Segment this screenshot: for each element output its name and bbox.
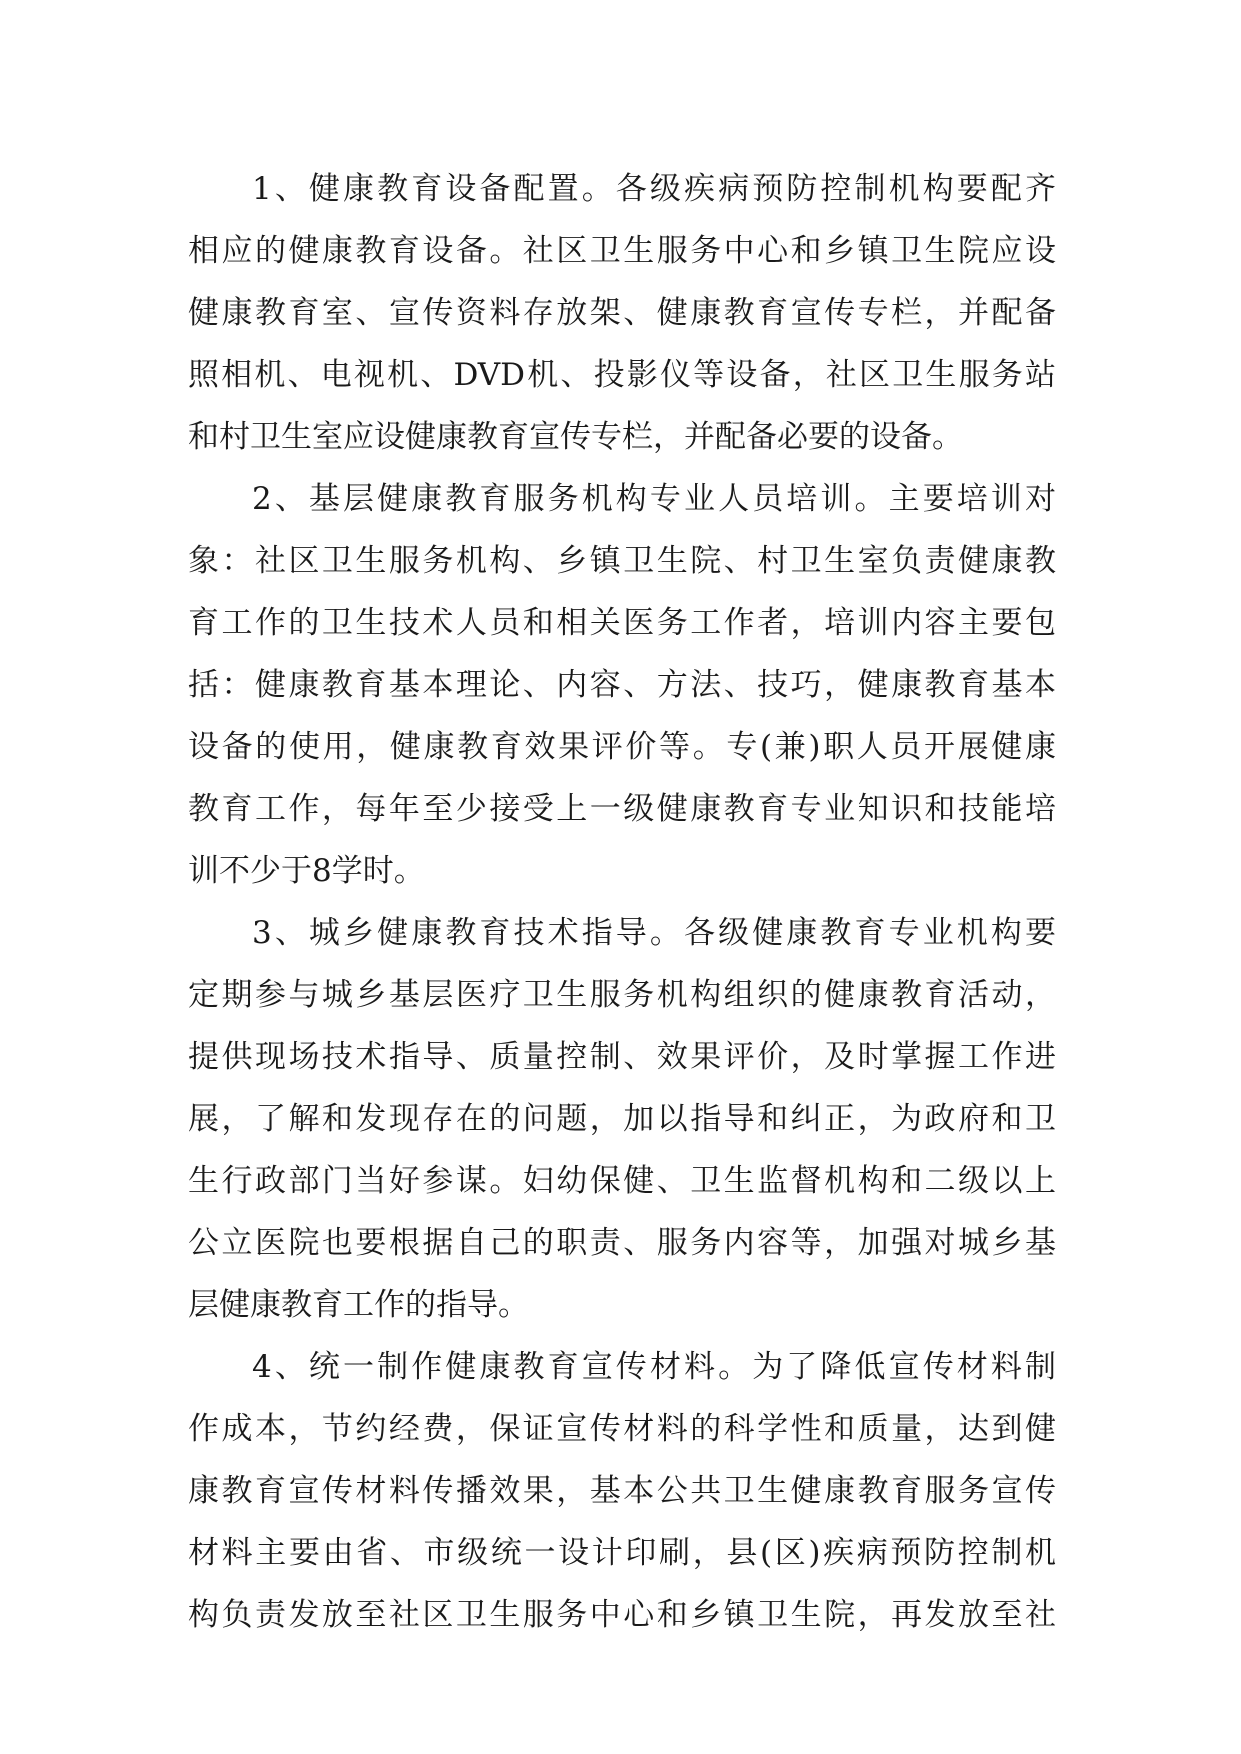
text-line: 材料主要由省、市级统一设计印刷，县(区)疾病预防控制机 <box>188 1535 1056 1571</box>
paragraph-materials <box>188 1336 1056 1646</box>
document-body <box>188 158 1056 1646</box>
text-line: 1、健康教育设备配置。各级疾病预防控制机构要配齐 <box>252 171 1056 207</box>
text-line: 设备的使用，健康教育效果评价等。专(兼)职人员开展健康 <box>188 729 1056 765</box>
text-line: 构负责发放至社区卫生服务中心和乡镇卫生院，再发放至社 <box>188 1597 1056 1633</box>
text-line: 照相机、电视机、DVD机、投影仪等设备，社区卫生服务站 <box>188 357 1056 393</box>
text-line: 定期参与城乡基层医疗卫生服务机构组织的健康教育活动， <box>188 977 1056 1013</box>
text-line: 作成本，节约经费，保证宣传材料的科学性和质量，达到健 <box>188 1411 1056 1447</box>
text-line: 康教育宣传材料传播效果，基本公共卫生健康教育服务宣传 <box>188 1473 1056 1509</box>
text-line: 象：社区卫生服务机构、乡镇卫生院、村卫生室负责健康教 <box>188 543 1056 579</box>
text-line: 健康教育室、宣传资料存放架、健康教育宣传专栏，并配备 <box>188 295 1056 331</box>
text-line: 展，了解和发现存在的问题，加以指导和纠正，为政府和卫 <box>188 1101 1056 1137</box>
text-line: 生行政部门当好参谋。妇幼保健、卫生监督机构和二级以上 <box>188 1163 1056 1199</box>
text-line: 层健康教育工作的指导。 <box>188 1287 529 1323</box>
text-line: 训不少于8学时。 <box>188 853 425 889</box>
text-line: 相应的健康教育设备。社区卫生服务中心和乡镇卫生院应设 <box>188 233 1056 269</box>
text-line: 4、统一制作健康教育宣传材料。为了降低宣传材料制 <box>252 1349 1056 1385</box>
text-line: 2、基层健康教育服务机构专业人员培训。主要培训对 <box>252 481 1056 517</box>
text-line: 括：健康教育基本理论、内容、方法、技巧，健康教育基本 <box>188 667 1056 703</box>
paragraph-equipment <box>188 158 1056 468</box>
text-line: 和村卫生室应设健康教育宣传专栏，并配备必要的设备。 <box>188 419 963 455</box>
paragraph-technical-guidance <box>188 902 1056 1336</box>
paragraph-training <box>188 468 1056 902</box>
text-line: 教育工作，每年至少接受上一级健康教育专业知识和技能培 <box>188 791 1056 827</box>
text-line: 育工作的卫生技术人员和相关医务工作者，培训内容主要包 <box>188 605 1056 641</box>
text-line: 提供现场技术指导、质量控制、效果评价，及时掌握工作进 <box>188 1039 1056 1075</box>
text-line: 公立医院也要根据自己的职责、服务内容等，加强对城乡基 <box>188 1225 1056 1261</box>
text-line: 3、城乡健康教育技术指导。各级健康教育专业机构要 <box>252 915 1056 951</box>
